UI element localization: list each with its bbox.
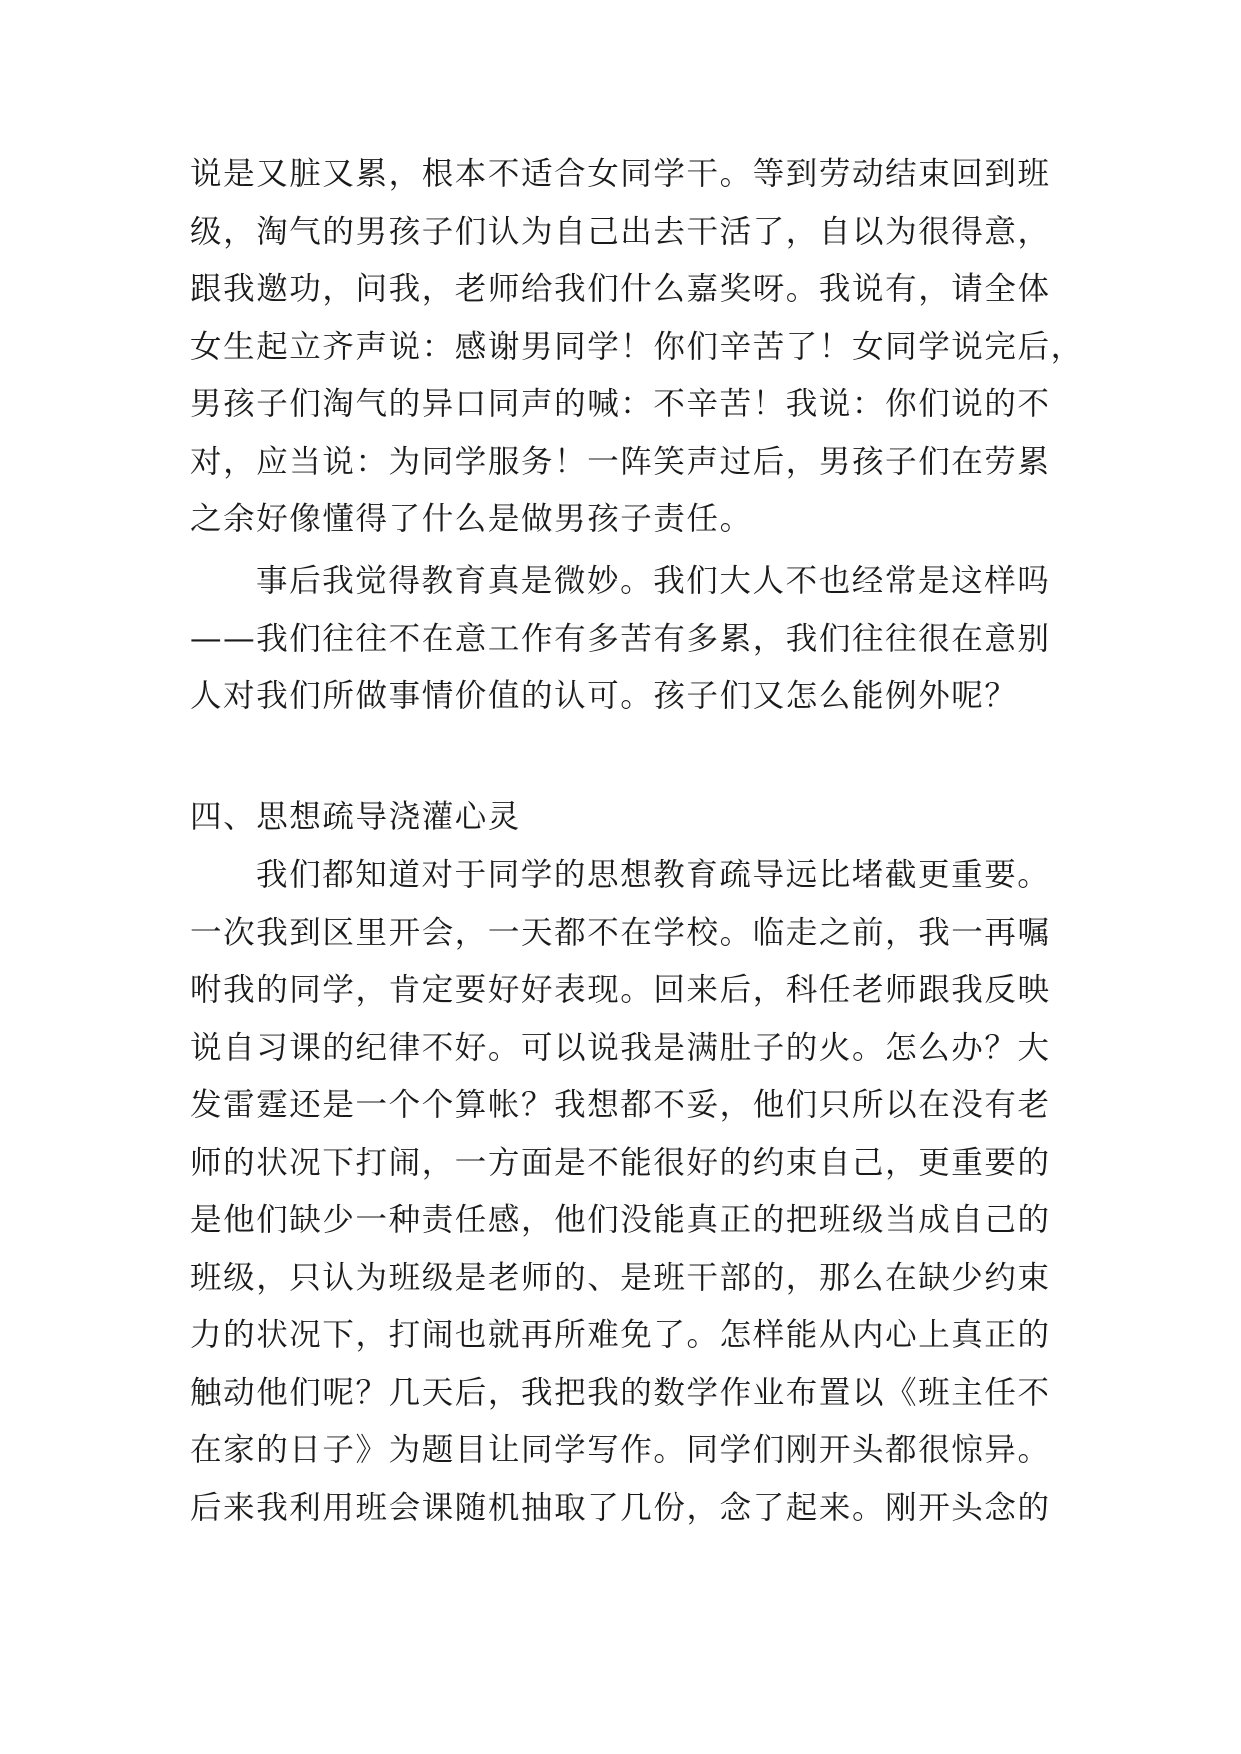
paragraph-3 <box>190 847 1070 1537</box>
text-line: 跟我邀功，问我，老师给我们什么嘉奖呀。我说有，请全体 <box>190 271 1051 307</box>
text-line: 我们都知道对于同学的思想教育疏导远比堵截更重要。 <box>256 857 1051 893</box>
text-line: 发雷霆还是一个个算帐？我想都不妥，他们只所以在没有老 <box>190 1087 1051 1123</box>
paragraph-2 <box>190 553 1070 726</box>
section-title: 四、思想疏导浇灌心灵 <box>190 799 522 835</box>
text-line: 说是又脏又累，根本不适合女同学干。等到劳动结束回到班 <box>190 156 1051 192</box>
text-line: 咐我的同学，肯定要好好表现。回来后，科任老师跟我反映 <box>190 972 1051 1008</box>
text-line: ——我们往往不在意工作有多苦有多累，我们往往很在意别 <box>190 620 1051 657</box>
text-line: 力的状况下，打闹也就再所难免了。怎样能从内心上真正的 <box>190 1317 1051 1353</box>
text-line: 在家的日子》为题目让同学写作。同学们刚开头都很惊异。 <box>190 1432 1051 1468</box>
text-line: 班级，只认为班级是老师的、是班干部的，那么在缺少约束 <box>190 1259 1051 1296</box>
text-line: 触动他们呢？几天后，我把我的数学作业布置以《班主任不 <box>190 1374 1051 1411</box>
text-line: 级，淘气的男孩子们认为自己出去干活了，自以为很得意， <box>190 213 1051 250</box>
text-line: 男孩子们淘气的异口同声的喊：不辛苦！我说：你们说的不 <box>190 386 1051 422</box>
text-line: 说自习课的纪律不好。可以说我是满肚子的火。怎么办？大 <box>190 1029 1051 1066</box>
text-line: 后来我利用班会课随机抽取了几份，念了起来。刚开头念的 <box>190 1489 1051 1526</box>
section-heading <box>190 789 1070 847</box>
text-line: 之余好像懂得了什么是做男孩子责任。 <box>190 501 753 537</box>
text-line: 是他们缺少一种责任感，他们没能真正的把班级当成自己的 <box>190 1202 1051 1238</box>
text-line: 事后我觉得教育真是微妙。我们大人不也经常是这样吗 <box>256 563 1051 599</box>
text-line: 女生起立齐声说：感谢男同学！你们辛苦了！女同学说完后， <box>190 328 1084 365</box>
text-line: 师的状况下打闹，一方面是不能很好的约束自己，更重要的 <box>190 1144 1051 1181</box>
text-line: 对，应当说：为同学服务！一阵笑声过后，男孩子们在劳累 <box>190 443 1051 480</box>
text-line: 人对我们所做事情价值的认可。孩子们又怎么能例外呢？ <box>190 678 1018 714</box>
paragraph-1 <box>190 146 1084 549</box>
text-line: 一次我到区里开会，一天都不在学校。临走之前，我一再嘱 <box>190 914 1051 951</box>
